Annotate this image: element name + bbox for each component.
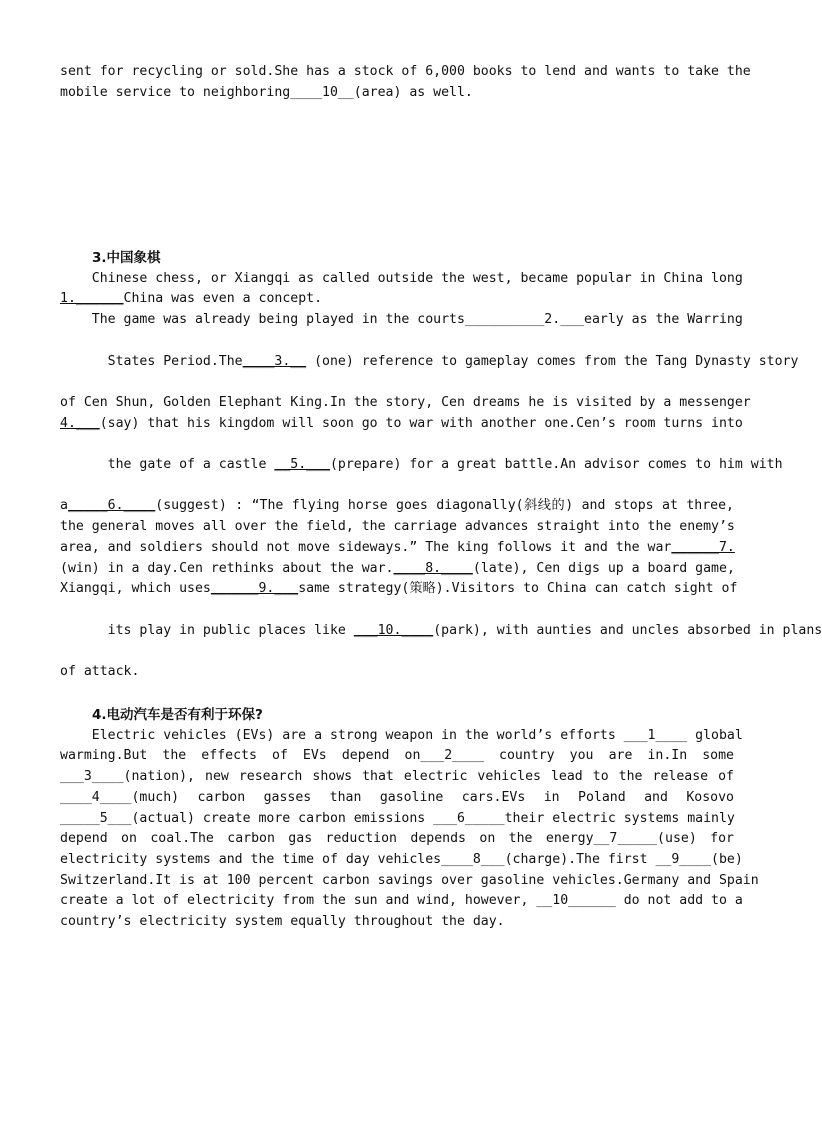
section-heading: 3.中国象棋 — [92, 250, 161, 266]
text-run: (late), Cen digs up a board game, — [472, 560, 735, 576]
blank-10: ___10.____ — [353, 622, 434, 638]
text-line — [60, 414, 743, 435]
text-run: the gate of a castle — [107, 457, 275, 473]
text-run: China was even a concept. — [123, 291, 323, 307]
blank-6: _____6.____ — [67, 498, 156, 514]
text-line: _____5___(actual) create more carbon emissions ___6_____their electric systems mainly — [60, 810, 735, 826]
blank-7: ______7. — [671, 539, 735, 555]
text-line — [60, 434, 783, 496]
text-line: mobile service to neighboring____10__(area) as well. — [60, 84, 473, 100]
worksheet-page — [60, 62, 822, 930]
text-line: Chinese chess, or Xiangqi as called outside the west, became popular in China long — [60, 270, 743, 286]
text-line — [60, 600, 822, 662]
text-line — [60, 538, 734, 559]
section-4 — [60, 705, 759, 933]
text-run: same strategy(策略).Visitors to China can catch sight of — [298, 581, 738, 597]
text-line: ___3____(nation), new research shows that electric vehicles lead to the release of — [60, 769, 734, 785]
section-heading: 4.电动汽车是否有利于环保? — [92, 707, 263, 723]
text-line: ____4____(much) carbon gasses than gasoline cars.EVs in Poland and Kosovo — [60, 789, 734, 805]
text-run: its play in public places like — [107, 622, 354, 638]
text-run: (park), with aunties and uncles absorbed in plans — [433, 622, 822, 638]
text-run: (prepare) for a great battle.An advisor comes to him with — [329, 457, 783, 473]
text-line: warming.But the effects of EVs depend on___2____ country you are in.In some — [60, 748, 734, 764]
text-line — [60, 331, 799, 393]
text-line: sent for recycling or sold.She has a stock of 6,000 books to lend and wants to take the — [60, 64, 751, 79]
text-line: of Cen Shun, Golden Elephant King.In the story, Cen dreams he is visited by a messenger — [60, 394, 751, 410]
section-2-tail — [60, 62, 751, 103]
blank-8: ____8.____ — [393, 560, 473, 576]
text-line — [60, 559, 734, 580]
text-line: the general moves all over the field, the carriage advances straight into the enemy’s — [60, 519, 735, 535]
section-3 — [60, 248, 822, 683]
text-run: Xiangqi, which uses — [60, 581, 211, 597]
text-line: Electric vehicles (EVs) are a strong weapon in the world’s efforts ___1____ global — [60, 727, 743, 743]
text-line: country’s electricity system equally throughout the day. — [60, 914, 505, 930]
text-line: Switzerland.It is at 100 percent carbon savings over gasoline vehicles.Germany and Spain — [60, 872, 759, 888]
blank-1: 1.______ — [60, 291, 124, 307]
text-line — [60, 579, 738, 600]
text-run: area, and soldiers should not move sideways.” The king follows it and the war — [60, 539, 672, 555]
text-line: depend on coal.The carbon gas reduction depends on the energy__7_____(use) for — [60, 831, 734, 847]
text-line — [60, 289, 734, 310]
blank-3: ____3.__ — [242, 353, 307, 369]
text-run: a — [60, 498, 68, 514]
text-line: of attack. — [60, 664, 140, 680]
text-run: (win) in a day.Cen rethinks about the war. — [60, 560, 394, 576]
text-line: The game was already being played in the courts__________2.___early as the Warring — [60, 312, 743, 328]
text-line — [60, 496, 734, 517]
text-run: (one) reference to gameplay comes from the Tang Dynasty story — [306, 353, 799, 369]
text-run: (suggest) : “The flying horse goes diagonally(斜线的) and stops at three, — [155, 498, 734, 514]
text-line: create a lot of electricity from the sun and wind, however, __10______ do not add to a — [60, 893, 743, 909]
blank-5: __5.___ — [274, 457, 330, 473]
text-run: States Period.The — [107, 353, 243, 369]
text-line: electricity systems and the time of day vehicles____8___(charge).The first __9____(be) — [60, 851, 743, 867]
text-run: (say) that his kingdom will soon go to war with another one.Cen’s room turns into — [99, 415, 743, 431]
blank-4: 4.___ — [60, 415, 100, 431]
blank-9: ______9.___ — [210, 581, 299, 597]
